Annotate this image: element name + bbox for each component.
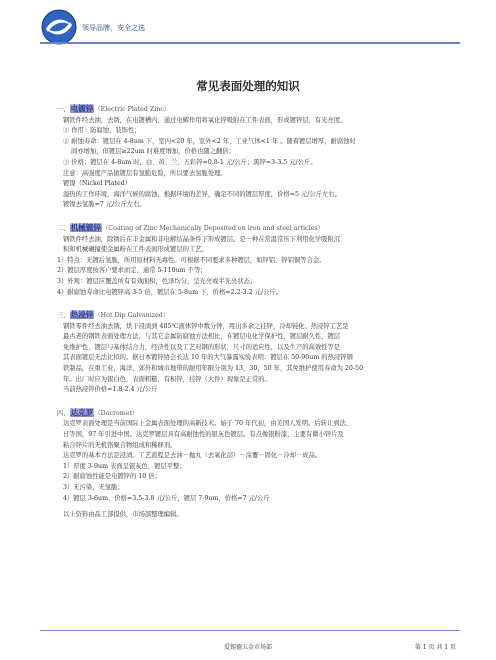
paragraph-line: 4）耐腐蚀寿命比电镀锌高 3-5 倍，镀层在 5-8um 下，价格≈2.2-3.2 元/公斤。 [57,288,282,296]
section-name: 电镀锌 [70,104,94,113]
paragraph-line: 年。出厂时应为银白色，表面粗糙，有积锌，挂锌（大件）现象是正常的。 [63,375,271,383]
section-heading [57,223,467,235]
section-english-name: （Coating of Zinc Mechanically Deposited on iron and steel articles） [101,224,324,232]
paragraph-line: 1）特点：无镀后氢脆，所用原材料无毒性。可根据不同要求多种镀层，如锌铝、锌铝铜等合金。 [57,256,326,264]
company-logo-icon [40,8,78,46]
footer-divider [40,630,460,631]
paragraph-line: 钢铁件经去油，除锈后在丰金属和非电解结晶条件下形成镀层。是一种在常温常压下利用化学吸附沉 [63,235,341,243]
section-name: 热浸锌 [70,310,94,320]
section-number: 四、 [57,409,70,417]
section-english-name: （Dacromet） [94,409,139,417]
paragraph-line: 湿热的工作环境，海洋气候的腐蚀，根据环境的差异，确定不同的镀层厚度，价格≈5 元/公斤左右。 [63,190,341,198]
footer-page-number: 第 1 页 共 1 页 [414,644,456,651]
paragraph-line: 其表面镀层无法比拟的。据日本镀锌协会长达 10 年的大气暴露实验表明：镀层在 50-90um 的热浸锌钢 [63,354,353,362]
section-name: 达克罗 [70,407,94,417]
paragraph-line: 3）无污染，无氢脆； [63,484,124,491]
paragraph-line: 注意：高强度产品做镀层有氢脆危险，所以要去氢脆处理。 [63,169,227,177]
paragraph-line: 免维护性，镀层与基体结合力，经济性以及工艺对钢的形状，尺寸的适应性，以及生产的高效性等是 [63,343,341,351]
section-name: 机械镀锌 [70,222,101,232]
paragraph-line: 铁制品，在重工业，海洋，郊外和城市地带的耐用年限分别为 13，30，50 年，其免维护使用寿命为 20-50 [63,365,364,373]
page-title: 常见表面处理的知识 [196,79,300,93]
paragraph-line: 达克罗表面处理是当前国际上金属表面处理的高新技术。始于 70 年代初，由美国人发明。后转让到法、 [63,420,353,428]
paragraph-line: ③ 价格：镀层在 4-8um 时，白、黄、兰、五彩锌≈0.8-1 元/公斤；黑锌≈3-3.5 元/公斤。 [63,158,317,166]
paragraph-line: ② 耐蚀寿命：镀层在 4-8um 下，室内<20 年，室外<2 年，工业气体<1 年 。随着镀层增厚，耐腐蚀时 [63,137,356,145]
paragraph-line: 钢铁零件经去油去锈，烘干浸渍到 485℃液体锌中数分钟，甩出多余之挂锌，冷却钝化。热浸锌工艺是 [63,322,349,330]
section-english-name: （Electric Plated Zinc） [94,106,171,113]
paragraph-line: 粘合锌片的无机铬聚合物组成和稀释剂。 [63,441,177,449]
section-number: 一、 [57,106,70,113]
header-divider [40,42,460,44]
section-number: 二、 [57,224,70,232]
paragraph-line: 钢铁件经去油，去锈，在电镀槽内，通过电解作用将氧化锌吸附在工件表面，形成镀锌层，有光亮度。 [63,116,347,124]
document-body [57,98,467,521]
paragraph-line: 间亦增加，但镀层≥22um 时难度增加，价格也随之翻倍； [71,148,235,156]
paragraph-line: 以上资料由品工部提供，市场部整理编辑。 [63,511,183,519]
paragraph-line: 达克罗的基本方法是浸渍。工艺流程是去油－抛丸（去氧化层）－涂覆－固化－冷却－成品。 [63,452,322,460]
section-number: 三、 [57,312,70,320]
paragraph-line: 当前热浸锌价格≈1.8-2.4 元/公斤 [63,386,158,394]
paragraph-line: 2）镀层厚度按客户要求而定，通常 5-110um 不等； [57,267,207,275]
paragraph-line: 镀镍（Nickel Plated） [63,180,132,188]
footer-company: 爱锡德五金市场部 [223,644,272,651]
paragraph-line: 1）厚度 3-9um 表面呈银灰色，镀层平整； [63,462,186,470]
header-slogan: 领导品牌，安全之选 [82,24,145,32]
section-heading [57,310,467,322]
section-english-name: （Hot Dip Galvanized） [94,312,170,320]
paragraph-line: 积和机械碾撞使金属粉在工件表面形成镀层的工艺。 [63,246,208,254]
paragraph-line: 3）外观：镀层应覆盖所有有效面积，色泽均匀，呈光亮或半光亮状态； [57,277,257,285]
paragraph-line: ① 作用：防腐蚀，装饰性； [63,127,141,135]
section-heading [57,104,467,116]
paragraph-line: 镀镍去氢脆≈7 元/公斤左右。 [63,201,146,209]
section-heading [57,408,467,420]
paragraph-line: 最古老的钢铁表面处理方法，与其它金属防腐蚀方法相比，在镀层电化学保护性，镀层耐久性，镀层 [63,333,341,341]
paragraph-line: 4）镀层 3-6um，价格≈3.5-3.8 元/公斤，镀层 7-9um，价格≈7 元/公斤 [63,494,270,502]
page-header [40,8,460,46]
paragraph-line: 2）耐腐蚀性能是电镀锌的 10 倍； [63,473,161,481]
paragraph-line: 日等国，97 年引进中国。达克罗镀层具有高耐蚀性的银灰色镀层。有点像银粉漆，主要有微小锌片及 [63,431,344,439]
